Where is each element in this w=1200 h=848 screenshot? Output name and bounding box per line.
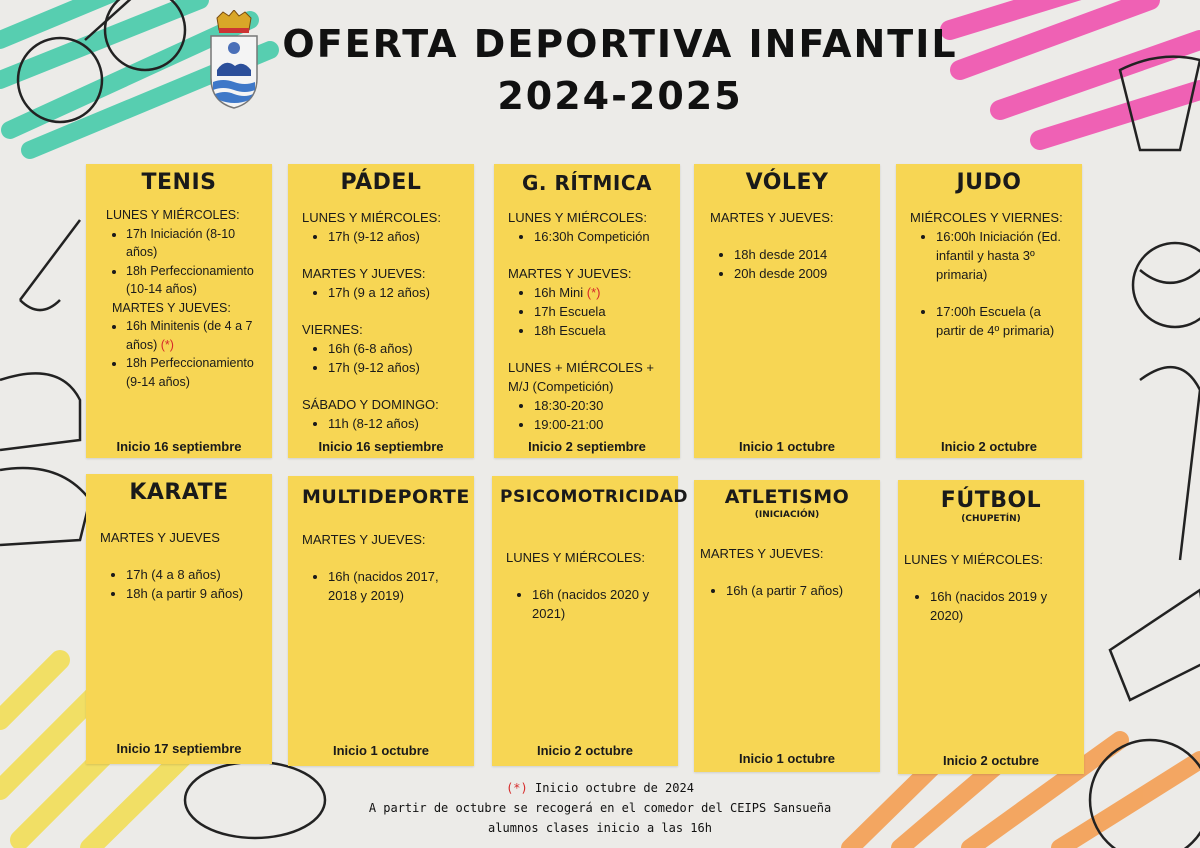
card-title-psicomotricidad: PSICOMOTRICIDAD bbox=[500, 487, 689, 507]
start-date: Inicio 1 octubre bbox=[738, 751, 836, 766]
card-title-futbol: FÚTBOL bbox=[940, 488, 1042, 513]
card-ritmica bbox=[494, 164, 680, 458]
page-title: OFERTA DEPORTIVA INFANTIL bbox=[282, 22, 958, 66]
schedule-item: • 16h Minitenis (de 4 a 7 años) (*) bbox=[126, 317, 258, 354]
schedule-item: • 20h desde 2009 bbox=[734, 264, 866, 283]
start-date: Inicio 17 septiembre bbox=[116, 741, 242, 756]
schedule-item: • 16:00h Iniciación (Ed. infantil y hasta 3º primaria) bbox=[936, 227, 1068, 284]
card-title-voley: VÓLEY bbox=[745, 170, 829, 195]
schedule-item: • 16h (6-8 años) bbox=[328, 339, 460, 358]
schedule-item: • 19:00-21:00 bbox=[534, 415, 666, 434]
schedule-item: • 17h Escuela bbox=[534, 302, 666, 321]
card-title-tenis: TENIS bbox=[141, 170, 217, 195]
schedule-days: MARTES Y JUEVES: bbox=[700, 546, 824, 561]
footnote-mark: (*) bbox=[586, 285, 601, 300]
card-judo bbox=[896, 164, 1082, 458]
schedule-item: • 17h (9 a 12 años) bbox=[328, 283, 460, 302]
schedule-item: • 17:00h Escuela (a partir de 4º primaria) bbox=[936, 302, 1068, 340]
card-title-padel: PÁDEL bbox=[340, 170, 422, 195]
schedule-item: • 17h Iniciación (8-10 años) bbox=[126, 225, 258, 262]
schedule-item: • 16h (nacidos 2020 y 2021) bbox=[532, 585, 670, 623]
schedule-days: LUNES Y MIÉRCOLES: bbox=[302, 210, 441, 225]
schedule-days: MARTES Y JUEVES: bbox=[112, 300, 231, 315]
footnote-text: Inicio octubre de 2024 bbox=[534, 781, 694, 795]
schedule-days: LUNES Y MIÉRCOLES: bbox=[506, 550, 645, 565]
card-title-ritmica: G. RÍTMICA bbox=[522, 171, 652, 195]
start-date: Inicio 16 septiembre bbox=[318, 439, 444, 454]
start-date: Inicio 2 septiembre bbox=[528, 439, 646, 454]
card-title-karate: KARATE bbox=[129, 480, 229, 505]
card-title-judo: JUDO bbox=[956, 170, 1022, 195]
schedule-item: • 11h (8-12 años) bbox=[328, 414, 460, 433]
card-multideporte bbox=[288, 476, 474, 766]
schedule-item: • 17h (9-12 años) bbox=[328, 358, 460, 377]
schedule-days: MARTES Y JUEVES: bbox=[710, 210, 834, 225]
card-atletismo bbox=[694, 480, 880, 772]
pickup-note: A partir de octubre se recogerá en el comedor del CEIPS Sansueña bbox=[368, 801, 832, 815]
card-padel bbox=[288, 164, 474, 458]
footnote-mark: (*) bbox=[506, 781, 528, 795]
pink-brush-strokes bbox=[950, 0, 1200, 140]
schedule-days: MARTES Y JUEVES: bbox=[508, 266, 632, 281]
card-tenis bbox=[86, 164, 272, 458]
schedule-item: • 16h (nacidos 2019 y 2020) bbox=[930, 587, 1078, 625]
card-karate bbox=[86, 474, 272, 764]
schedule-item: • 18h (a partir 9 años) bbox=[126, 584, 258, 603]
schedule-item: • 18:30-20:30 bbox=[534, 396, 666, 415]
schedule-item: • 18h Perfeccionamiento (9-14 años) bbox=[126, 354, 258, 391]
card-psicomotricidad bbox=[492, 476, 689, 766]
card-subtitle: (CHUPETÍN) bbox=[961, 514, 1021, 524]
card-title-atletismo: ATLETISMO bbox=[724, 486, 850, 508]
card-futbol bbox=[898, 480, 1084, 774]
schedule-days: MIÉRCOLES Y VIERNES: bbox=[910, 210, 1063, 225]
schedule-item: • 16h Mini (*) bbox=[534, 283, 666, 302]
card-voley bbox=[694, 164, 880, 458]
season-year: 2024-2025 bbox=[497, 74, 743, 118]
schedule-days: MARTES Y JUEVES bbox=[100, 530, 220, 545]
start-date: Inicio 16 septiembre bbox=[116, 439, 242, 454]
start-date: Inicio 2 octubre bbox=[940, 439, 1038, 454]
start-date: Inicio 2 octubre bbox=[942, 753, 1040, 768]
schedule-days: MARTES Y JUEVES: bbox=[302, 266, 426, 281]
schedule-days: LUNES + MIÉRCOLES + M/J (Competición) bbox=[508, 360, 654, 394]
schedule-days: MARTES Y JUEVES: bbox=[302, 532, 426, 547]
schedule-item: • 17h (9-12 años) bbox=[328, 227, 460, 246]
schedule-item: • 18h desde 2014 bbox=[734, 245, 866, 264]
schedule-item: • 16h (nacidos 2017, 2018 y 2019) bbox=[328, 567, 460, 605]
card-subtitle: (INICIACIÓN) bbox=[754, 510, 820, 520]
schedule-days: LUNES Y MIÉRCOLES: bbox=[508, 210, 647, 225]
schedule-days: LUNES Y MIÉRCOLES: bbox=[904, 552, 1043, 567]
schedule-item: • 18h Escuela bbox=[534, 321, 666, 340]
schedule-days: LUNES Y MIÉRCOLES: bbox=[106, 208, 240, 222]
footnote-mark: (*) bbox=[160, 337, 174, 352]
schedule-item: • 17h (4 a 8 años) bbox=[126, 565, 258, 584]
schedule-item: • 18h Perfeccionamiento (10-14 años) bbox=[126, 262, 258, 299]
start-date: Inicio 2 octubre bbox=[536, 743, 634, 758]
schedule-item: • 16:30h Competición bbox=[534, 227, 666, 246]
start-date: Inicio 1 octubre bbox=[738, 439, 836, 454]
schedule-days: SÁBADO Y DOMINGO: bbox=[302, 397, 439, 412]
card-title-multideporte: MULTIDEPORTE bbox=[302, 486, 470, 508]
footnote-start bbox=[300, 778, 900, 798]
pickup-note-2: alumnos clases inicio a las 16h bbox=[488, 821, 712, 835]
start-date: Inicio 1 octubre bbox=[332, 743, 430, 758]
schedule-days: VIERNES: bbox=[302, 322, 363, 337]
schedule-item: • 16h (a partir 7 años) bbox=[726, 581, 874, 600]
